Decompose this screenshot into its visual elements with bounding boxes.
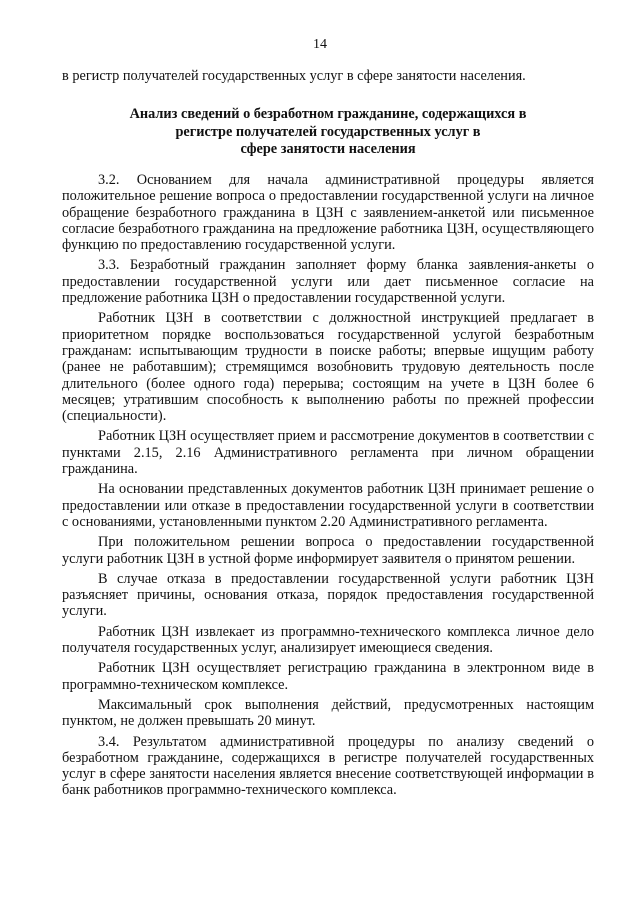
paragraph-decision: На основании представленных документов работник ЦЗН принимает решение о предоставлении или отказе в предоставлении государственной услуги в соответствии с основаниями, установленными пунктом 2.20 Административного регламента. (62, 481, 594, 530)
paragraph-personal-file: Работник ЦЗН извлекает из программно-технического комплекса личное дело получателя государственных услуг, анализирует имеющиеся сведения. (62, 623, 594, 657)
paragraph-3-3: 3.3. Безработный гражданин заполняет форму бланка заявления-анкеты о предоставлении государственной услуги или дает письменное согласие на предложение работника ЦЗН о предоставлении государственной услуги. (62, 257, 594, 307)
paragraph-positive-decision: При положительном решении вопроса о предоставлении государственной услуги работник ЦЗН в устной форме информирует заявителя о принятом решении. (62, 534, 594, 567)
page-number: 14 (313, 37, 327, 52)
continuation-line: в регистр получателей государственных услуг в сфере занятости населения. (62, 68, 526, 84)
document-body (62, 172, 594, 803)
section-heading-line-1: Анализ сведений о безработном гражданине, содержащихся в (129, 106, 527, 122)
paragraph-refusal: В случае отказа в предоставлении государственной услуги работник ЦЗН разъясняет причины, основания отказа, порядок предоставления государственной услуги. (62, 570, 594, 620)
section-heading (62, 106, 594, 159)
paragraph-time-limit: Максимальный срок выполнения действий, предусмотренных настоящим пунктом, не должен превышать 20 минут. (62, 696, 594, 730)
paragraph-3-4: 3.4. Результатом административной процедуры по анализу сведений о безработном гражданине, содержащихся в регистре получателей государственных услуг в сфере занятости населения является внесение соответствующей информации в банк работников программно-технического комплекса. (62, 733, 594, 799)
section-heading-line-3: сфере занятости населения (240, 141, 416, 157)
paragraph-priority-groups: Работник ЦЗН в соответствии с должностной инструкцией предлагает в приоритетном порядке воспользоваться государственной услугой безработным гражданам: испытывающим трудности в поиске работы; впервые ищущим работу (ранее не работавшим); стремящимся возобновить трудовую деятельность после длительного (более одного года) перерыва; состоящим на учете в ЦЗН более 6 месяцев; утратившим способность к выполнению работы по прежней профессии (специальности). (62, 310, 594, 425)
paragraph-3-2: 3.2. Основанием для начала административной процедуры является положительное решение вопроса о предоставлении государственной услуги на личное обращение безработного гражданина в ЦЗН с заявлением-анкетой или письменное согласие безработного гражданина на предложение работника ЦЗН, осуществляющего функцию по предоставлению государственной услуги. (62, 172, 594, 254)
paragraph-registration: Работник ЦЗН осуществляет регистрацию гражданина в электронном виде в программно-техническом комплексе. (62, 660, 594, 693)
section-heading-line-2: регистре получателей государственных услуг в (175, 123, 481, 140)
paragraph-document-review: Работник ЦЗН осуществляет прием и рассмотрение документов в соответствии с пунктами 2.15, 2.16 Административного регламента при личном обращении гражданина. (62, 428, 594, 478)
